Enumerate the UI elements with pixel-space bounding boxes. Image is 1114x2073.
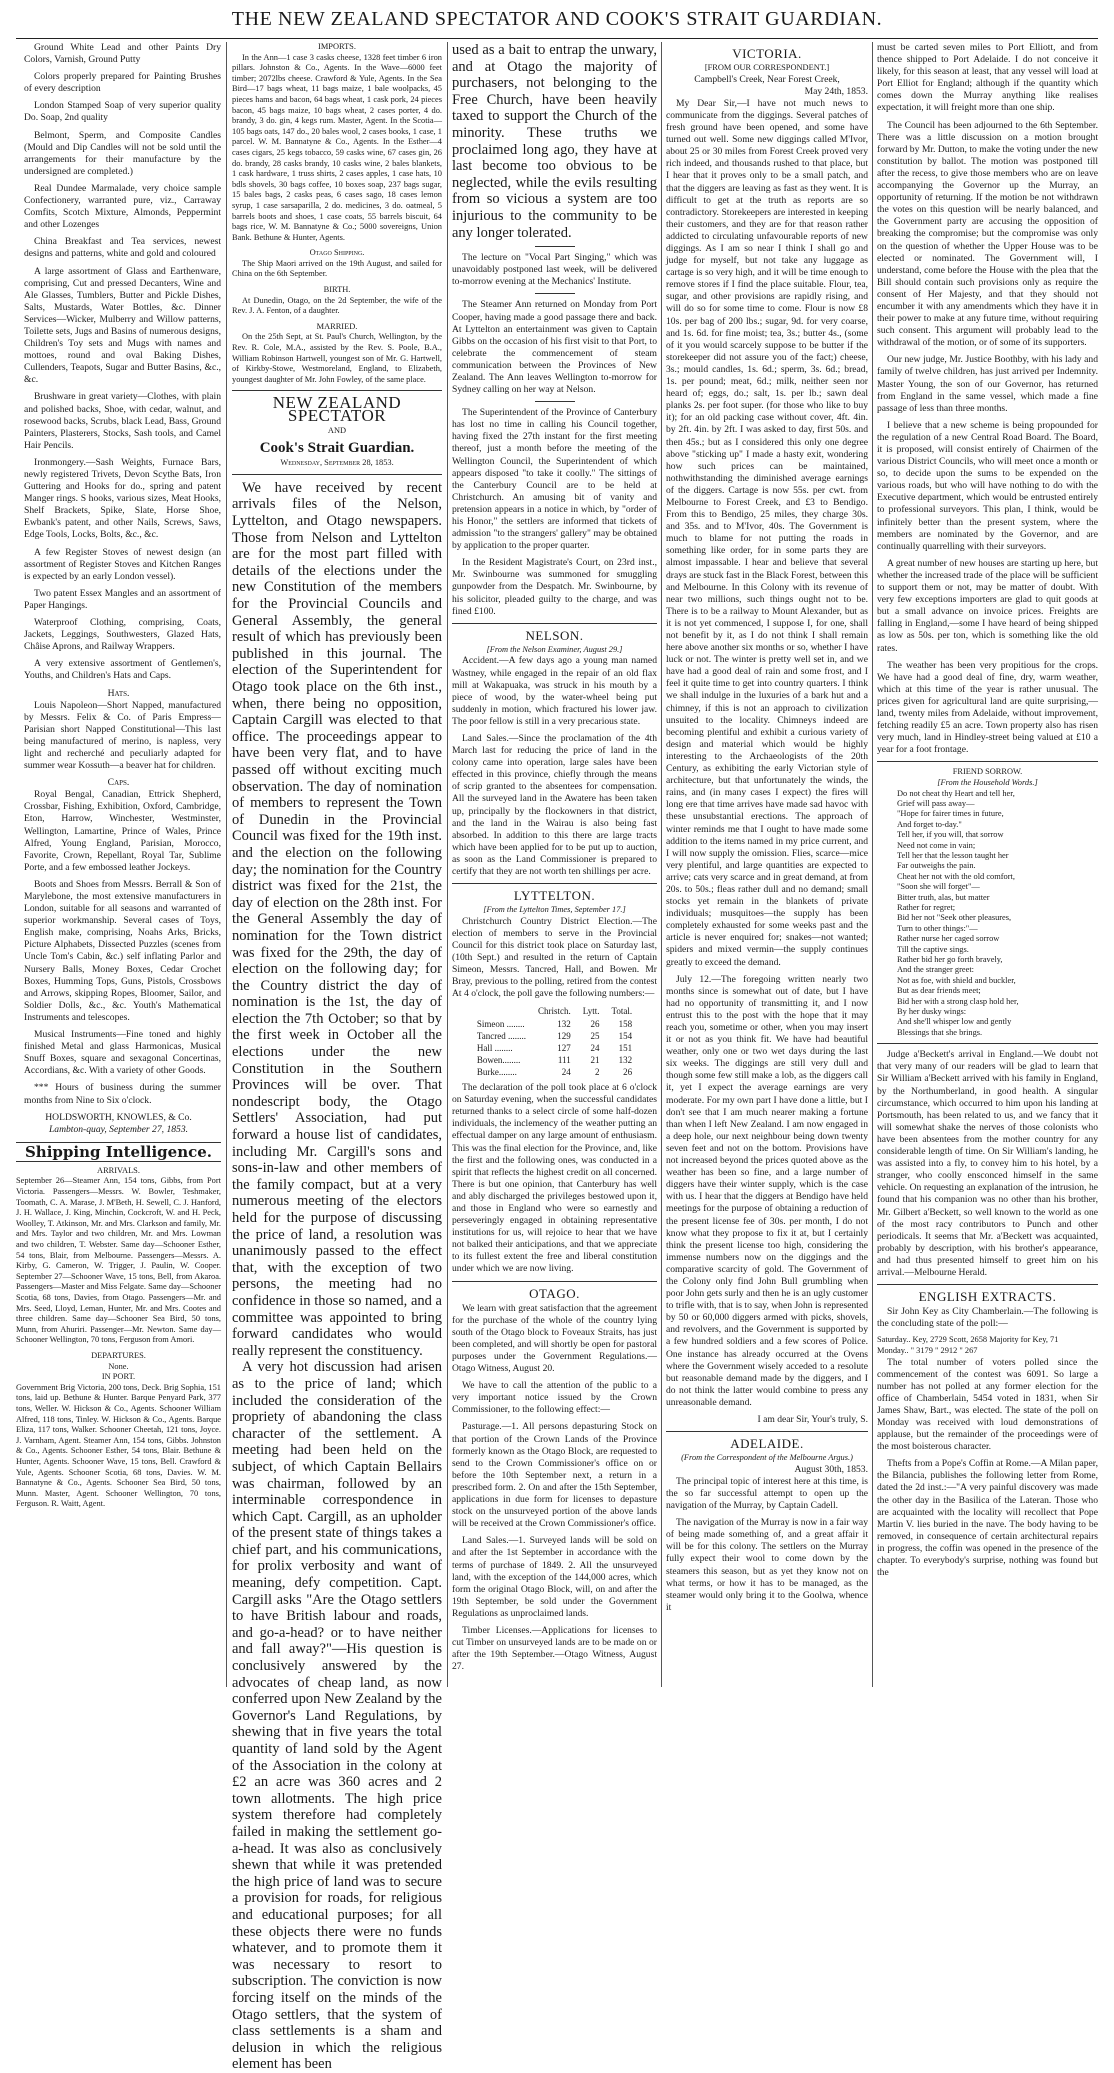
adelaide-paragraph: A great number of new houses are starting up here, but whether the increased trade of the place will be sufficient to support them or not, may be matter of doubt. With very few exceptions importers are glad to quit goods at but a small advance on invoice prices. Freights are falling in England,—some I have heard of being shipped as low as 50s. per ton, which is something like the old rates. — [877, 557, 1098, 654]
poll-cell: 132 — [557, 1018, 571, 1029]
poem-line: Till the captive sings. — [897, 944, 969, 954]
poll-line: Monday.. " 3179 " 2912 " 267 — [877, 1345, 978, 1355]
advertisement-item: A large assortment of Glass and Earthenware, comprising, Cut and pressed Decanters, Wine and Ale Glasses, Tumblers, Butter and Pickle Dishes, Salts, Mustards, Water Bottles, &c. Dinner Services—Wicker, Mulberry and Willow patterns, Toilette sets, Jugs and Basins of numerous designs, Children's Toy sets and Mugs with names and mottoes, round and oval Baking Dishes, Cullenders, Teapots, Sugar and Butter Basins, &c., &c. — [24, 265, 221, 386]
poem-line: Bid her with a strong clasp hold her, — [897, 996, 1019, 1006]
poem-line: Bid her not "Seek other pleasures, — [897, 913, 1012, 923]
nelson-heading: NELSON. — [525, 627, 584, 643]
poem-line: Rather bid her go forth bravely, — [897, 955, 1003, 965]
caps-list: Royal Bengal, Canadian, Ettrick Shepherd, Crossbar, Fishing, Exhibition, Oxford, Cambridge, Eton, Harrow, Winchester, Westminster, Wellington, Lamartine, Prince of Wales, Prince Alfred, Young England, Parisian, Morocco, Favorite, Crown, Repellant, Royal Tar, Sublime Porte, and a few embossed leather Jockeys. — [24, 789, 221, 873]
otago-paragraph: Pasturage.—1. All persons depasturing Stock on that portion of the Crown Lands of the Province formerly known as the Otago Block, are requested to send to the Crown Commissioner's office on or before the 10th September next, a return in a prescribed form. 2. On and after the 15th September, applications in due form for licenses to depasture stock on the unsurveyed portion of the above lands will be received at the Crown Commissioner's office. — [452, 1421, 657, 1530]
divider — [535, 293, 575, 294]
paper-title: NEW ZEALAND SPECTATOR — [272, 393, 402, 425]
poll-row — [471, 1054, 638, 1066]
victoria-heading: VICTORIA. — [732, 46, 802, 61]
adelaide-paragraph: I believe that a new scheme is being propounded for the regulation of a new Central Road Board. The Board, it is proposed, will consist entirely of Chairmen of the various District Councils, who will meet once a month or so, to decide upon the sums to be expended on the various roads, but who will have nothing to do with the Executive department, which would be entrusted entirely to professional surveyors. This plan, I think, would be infinitely better than the present system, where the members are nominated by the Governor, and are continually quarrelling with their surveyors. — [877, 419, 1098, 552]
poem-heading: FRIEND SORROW. — [952, 767, 1023, 777]
poll-cell: 127 — [557, 1042, 571, 1053]
columns — [16, 42, 1098, 2073]
poll-header-row — [471, 1005, 638, 1017]
poll-header: Lytt. — [582, 1006, 600, 1017]
in-port-heading: IN PORT. — [101, 1372, 136, 1382]
business-hours: *** Hours of business during the summer months from Nine to Six o'clock. — [24, 1082, 221, 1106]
divider — [232, 390, 442, 391]
poem-line: Tell her, if you will, that sorrow — [897, 830, 1004, 840]
poem-line: But as dear friends meet; — [897, 986, 981, 996]
poem-body — [877, 789, 1098, 1039]
poll-cell: 25 — [590, 1030, 600, 1041]
leading-article — [232, 480, 442, 2073]
leading-article-continued — [452, 42, 657, 241]
poem-line: "Hope for fairer times in future, — [897, 809, 1004, 819]
poll-cell: Bowen........ — [476, 1054, 521, 1065]
column-rule — [226, 42, 227, 1687]
adelaide-paragraph: The weather has been very propitious for the crops. We have had a good deal of fine, dry, warm weather, which at this time of the year is rather unusual. The prices given for agricultural land are quite surprising,—land, twenty miles from Adelaide, without improvement, fetching readily £5 an acre. Town property also has risen very much, land in Hindley-street being valued at £10 a year for a foot frontage. — [877, 659, 1098, 756]
poem-line: Bitter truth, alas, but matter — [897, 892, 990, 902]
advertisement-item: A very extensive assortment of Gentlemen's, Youths, and Children's Hats and Caps. — [24, 658, 221, 682]
column-1 — [16, 42, 221, 1687]
advertisement-item: Two patent Essex Mangles and an assortment of Paper Hangings. — [24, 587, 221, 611]
divider — [535, 401, 575, 402]
poem-line: And she'll whisper low and gently — [897, 1017, 1012, 1027]
poem-line: Blessings that she brings. — [897, 1027, 983, 1037]
musical-advertisement: Musical Instruments—Fine toned and highly finished Metal and glass Harmonicas, Musical Snuff Boxes, square and sexagonal Concertinas, Accordians, &c. With a variety of other Goods. — [24, 1029, 221, 1077]
boots-advertisement: Boots and Shoes from Messrs. Berrall & Son of Marylebone, the most extensive manufacturers in London, suitable for all seasons and warranted of superior workmanship. Several cases of Toys, English make, comprising, Noahs Arks, Bricks, Picture Alphabets, Dissected Puzzles (scenes from Uncle Tom's Cabin, &c.) self inflating Parlor and Nursery Balls, Money Boxes, Cedar Crochet Boxes, Humming Tops, Guns, Pistols, Crossbows and Arrows, skipping Ropes, Bloomer, Sailor, and Soldier Dolls, &c., &c. Youth's Mathematical Instruments and telescopes. — [24, 878, 221, 1023]
victoria-signature: I am dear Sir, Your's truly, S. — [757, 1414, 868, 1425]
nelson-source: [From the Nelson Examiner, August 29.] — [486, 644, 623, 654]
poll-cell: 132 — [618, 1054, 633, 1065]
poll-cell: 154 — [618, 1030, 633, 1041]
birth-heading: BIRTH. — [323, 285, 351, 295]
poll-cell: 26 — [623, 1066, 633, 1077]
divider — [877, 761, 1098, 762]
adelaide-paragraph: Our new judge, Mr. Justice Boothby, with his lady and family of twelve children, has just arrived per Indemnity. Master Young, the son of our Governor, has returned from England in the same vessel, which made a fine passage of less than three months. — [877, 354, 1098, 414]
news-paragraph: The Steamer Ann returned on Monday from Port Cooper, having made a good passage there and back. At Lyttelton an entertainment was given to Captain Gibbs on the occasion of his first visit to that Port, to celebrate the commencement of steam communication between the Provinces of New Zealand. The Ann leaves Wellington to-morrow for Sydney calling on her way at Nelson. — [452, 299, 657, 396]
imports-text: In the Ann—1 case 3 casks cheese, 1328 feet timber 6 iron pillars. Johnston & Co., Agents. In the Wave—6000 feet timber; 2072lbs cheese. Crawford & Yule, Agents. In the Sea Bird—17 bags wheat, 11 bags maize, 1 bale woolpacks, 45 pieces hams and bacon, 64 bags wheat, 1 cask pork, 24 pieces bacon, 45 bags maize, 10 bags wheat, 2 cases porter, 4 do. brandy, 3 do. gin, 4 kegs rum. Master, Agent. In the Scotia—105 bags oats, 147 do., 20 bales wool, 2 cases books, 1 case, 1 parcel. W. M. Bannatyne & Co., Agents. In the Esther—4 cases cigars, 25 kegs tobacco, 59 casks wine, 67 cases gin, 26 do. brandy, 28 casks brandy, 10 casks wine, 2 bales blankets, 1 cask hardware, 1 truss shirts, 2 cases apples, 1 case hats, 10 bdls shovels, 30 bags coffee, 10 boxes soap, 237 bags sugar, 15 bales bags, 2 casks peas, 6 cases sago, 18 cases lemon syrup, 1 case sarsaparilla, 2 do. medicines, 3 do. oatmeal, 5 barrels boots and shoes, 1 case coats, 55 barrels biscuit, 64 bags rice, W. M. Bannatyne & Co.; 5000 sovereigns, Union Bank. Bethune & Hunter, Agents. — [232, 52, 442, 242]
hats-heading: Hats. — [107, 687, 130, 699]
advertisement-item: Belmont, Sperm, and Composite Candles (Mould and Dip Candles will not be sold until the arrangements for their manufacture by the undersigned are completed.) — [24, 129, 221, 177]
poll-cell: 129 — [557, 1030, 571, 1041]
adelaide-paragraph: The principal topic of interest here at this time, is the so far successful attempt to open up the navigation of the Murray, by Captain Cadell. — [666, 1475, 868, 1512]
poll-cell: Burke........ — [476, 1066, 517, 1077]
adelaide-paragraph: must be carted seven miles to Port Elliott, and from thence shipped to Port Adelaide. I do not conceive it likely, for this season at least, that any vessel will load at Port Elliot for England; although if the quantity which comes down the Murray anything like realises expectation, it will freight more than one ship. — [877, 42, 1098, 114]
poll-header: Christch. — [537, 1006, 571, 1017]
shipping-title: Shipping Intelligence. — [16, 1142, 221, 1162]
news-paragraph: In the Resident Magistrate's Court, on 23rd inst., Mr. Swinbourne was summoned for smuggling gunpowder from the Despatch. Mr. Swinbourne, by his solicitor, pleaded guilty to the charge, and was fined £100. — [452, 557, 657, 617]
english-paragraph: Sir John Key as City Chamberlain.—The following is the concluding state of the poll:— — [877, 1306, 1098, 1330]
divider — [877, 1043, 1098, 1044]
birth-notice: At Dunedin, Otago, on the 2d September, the wife of the Rev. J. A. Fenton, of a daughter. — [232, 295, 442, 316]
victoria-source: [FROM OUR CORRESPONDENT.] — [704, 63, 830, 73]
leader-paragraph: We have received by recent arrivals files of the Nelson, Lyttelton, and Otago newspapers. Those from Nelson and Lyttelton are for the most part filled with details of the elections under the new Constitution of the members for the Provincial Councils and General Assembly, the general result of which has previously been published in this journal. The election of the Superintendent for Otago took place on the 6th inst., when, there being no opposition, Captain Cargill was elected to that office. The proceedings appear to have been very flat, and to have passed off without exciting much observation. The day of nomination of members to represent the Town of Dunedin in the Provincial Council was fixed for the 19th inst. and the election on the following day; the nomination for the Country district was fixed for the 21st, the day of election on the 28th inst. For the General Assembly the day of nomination for the Town district was fixed for the 29th, the day of election on the following day; for the Country district the day of nomination is the 1st, the day of election the 7th October; so that by the first week in October all the elections under the new Constitution in the Southern Provinces will be over. That nondescript body, the Otago Settlers' Association, had put forward a house list of candidates, including Mr. Cargill's sons and sons-in-law and other members of the family compact, but at a very numerous meeting of the electors held for the purpose of discussing the price of land, a resolution was unanimously passed to the effect that, with the exception of two persons, the meeting had no confidence in those so named, and a committee was appointed to bring forward candidates who would really represent the constituency. — [232, 479, 442, 1359]
news-paragraph: The lecture on "Vocal Part Singing," which was unavoidably postponed last week, will be delivered to-morrow evening at the Mechanics' Institute. — [452, 252, 657, 288]
in-port-list: Government Brig Victoria, 200 tons, Deck. Brig Sophia, 151 tons, laid up. Bethune & Hunter. Barque Penyard Park, 377 tons, Weller. W. Hickson & Co., Agents. Schooner William Alfred, 118 tons, Tinley. W. Hickson & Co., Agents. Barque Eliza, 117 tons, Walker. Schooner Cheetah, 121 tons, Joyce. J. Varnham, Agent. Steamer Ann, 154 tons, Gibbs. Johnston & Co., Agents. Schooner Esther, 54 tons, Blair. Bethune & Hunter, Agents. Schooner Wave, 15 tons, Bell. Crawford & Yule, Agents. Schooner Scotia, 68 tons, Davies. W. M. Bannatyne & Co., Agents. Schooner Sea Bird, 50 tons, Munn. Master, Agent. Schooner Wellington, 70 tons, Ferguson. R. Waitt, Agent. — [16, 1382, 221, 1509]
advertisement-item: China Breakfast and Tea services, newest designs and patterns, white and gold and coloured — [24, 236, 221, 260]
divider — [452, 623, 657, 624]
lyttelton-paragraph: The declaration of the poll took place at 6 o'clock on Saturday evening, when the successful candidates returned thanks to a select circle of some half-dozen individuals, the inclemency of the weather putting an effectual damper on any large amount of enthusiasm. This was the final election for the Province, and, like the first and the following ones, was conducted in a spirit that reflects the highest credit on all concerned. There is but one opinion, that Canterbury has well and ably discharged the privileges bestowed upon it, and those in England who were so earnestly and perseveringly engaged in obtaining representative institutions for us, will rejoice to hear that we have not balked their anticipations, and that we appreciate to its fullest extent the free and liberal constitution under which we are now living. — [452, 1082, 657, 1275]
poll-cell: 111 — [557, 1054, 571, 1065]
poem-line: Need not come in vain; — [897, 840, 976, 850]
advertisement-item: Waterproof Clothing, comprising, Coats, Jackets, Leggings, Southwesters, Glazed Hats, Châise Aprons, and Railway Wrappers. — [24, 617, 221, 653]
victoria-paragraph: My Dear Sir,—I have not much news to communicate from the diggings. Several patches of fresh ground have been opened, and some have turned out well. Some new diggings called M'Ivor, about 25 or 30 miles from Forest Creek proved very rich indeed, and thousands rushed to that place, but I hear that it proves only to be a small patch, and that the diggers are leaving as fast as they went. It is difficult to get at the truth as reports are so contradictory. Storekeepers are interested in keeping their customers, and they are for that reason rather addicted to circulating unfavourable reports of new diggings. As I am so near I think I shall go and judge for myself, but not take any luggage as cartage is so very high, and it will be time enough to remove stores if I find the place suitable. Flour, tea, sugar, and other provisions are rapidly rising, and will do so for some time to come. Flour is now £8 10s. per bag of 200 lbs.; sugar, 9d. for very coarse, and 1s. 6d. for fine moist; tea, 3s.; butter 4s., (some of it you would scarcely suppose to be butter if the storekeeper did not assure you of the fact;) cheese, 3s.; mould candles, 1s. 6d.; sperm, 3s. 6d.; bread, 1s. per pound; meat, 6d.; milk, neither seen nor heard of; eggs, do.; salt, 1s. per lb.; sawn deal planks 2s. per foot super. (for those who like to buy it); for an old packing case without cover, 4ft. 4in. by 2ft. 4in. by 2ft. I was asked to day, first 50s. and then 45s.; but as I considered this only one degree above "sticking up" I made a hasty exit, wondering how such prices can be maintained, nothwithstanding the diminished average earnings of the diggers. Cartage is now 55s. per cwt. from Melbourne to Forest Creek, and £3 to Bendigo. From this to Bendigo, 25 miles, they charge 30s. and 35s. and to M'Ivor, 40s. The Government is much to blame for not putting the roads in something like order, for in some parts they are almost impassable. I hear and believe that several drays are stuck fast in the Black Forest, between this and Melbourne. In this Colony with its revenue of near two millions, such things ought not to be. There is to be a railway to Mount Alexander, but as it is not yet commenced, I suppose I, for one, shall not benefit by it, as I do not think I shall remain here above another six months or so, whether I have luck or not. The winter is pretty well set in, and we have had a good deal of rain and some frost, and I feel it quite time to get into country quarters. I think we shall indulge in the luxuries of a bark hut and a chimney, if this is not an approach to civilization unsuited to the locality. Chimneys indeed are becoming plentiful and exhibit a curious variety of design and material which would be highly interesting to the Archaeologists of the 20th Century, as exhibiting the early Victorian style of architecture, but that unfortunately the winds, the rains, and (in many cases I expect) the fires will long ere that time arrives have made sad havoc with these unsubstantial erections. The approach of winter reminds me that I ought to have made some addition to the items named in my price current, and I will now supply the omission. Flies, scarce—mice very plentiful, and large quantities are expected to arrive; cats very scarce and in great demand, at from 20s. to 50s.; fleas rather dull and no demand; small stocks yet remain in the blankets of private individuals; musquitoes—the supply has been completely exhausted for some weeks past and the article is never enquired for; snakes—not wanted; spiders and mixed vermin—the supply continues greatly to exceed the demand. — [666, 97, 868, 968]
victoria-date: May 24th, 1853. — [804, 85, 868, 97]
advertisement-list — [16, 42, 221, 683]
poem-line: And the stranger greet: — [897, 965, 974, 975]
poem-line: Rather nurse her caged sorrow — [897, 934, 1000, 944]
otago-heading: OTAGO. — [529, 1285, 580, 1301]
column-rule — [872, 42, 873, 1687]
paper-subtitle: Cook's Strait Guardian. — [259, 440, 415, 457]
adelaide-source: (From the Correspondent of the Melbourne Argus.) — [681, 1453, 853, 1463]
poem-line: Not as foe, with shield and buckler, — [897, 975, 1016, 985]
leader-paragraph: A very hot discussion had arisen as to the price of land; which included the consideration of the propriety of abandoning the class character of the settlement. A meeting had been held on the subject, of which Captain Bellairs was chairman, followed by an interminable correspondence in which Capt. Cargill, as an upholder of the present state of things takes a chief part, and his communications, for prolix verbosity and want of meaning, defy competition. Capt. Cargill asks "Are the Otago settlers to have British labour and roads, and go-a-head? or to have neither and fall away?"—His question is conclusively answered by the advocates of cheap land, as now conferred upon New Zealand by the Governor's Land Regulations, by shewing that in five years the total quantity of land sold by the Agent of the Association in the colony at £2 an acre was 360 acres and 2 town allotments. The high price system therefore had completely failed in making the settlement go-a-head. It was also as conclusively shewn that while it was pretended the high price of land was to secure a provision for roads, for religious and educational purposes; for all these objects there were no funds whatever, and to promote them it was necessary to resort to subscription. The conviction is now forcing itself on the minds of the Otago settlers, that the system of class settlements is a sham and delusion in which the religious element has been — [232, 1359, 442, 2073]
nelson-paragraph: Land Sales.—Since the proclamation of the 4th March last for reducing the price of land in the colony came into operation, large sales have been effected in this province, chiefly through the means of scrip granted to the absentees for compensation. All the surveyed land in the Awatere has been taken up, principally by the flockowners in that district, and the land in the Wairau is also being fast absorbed. In addition to this there are large tracts which have been applied for to be put up to auction, as soon as the Land Commissioner is prepared to certify that they are not worth ten shillings per acre. — [452, 733, 657, 878]
advertisement-item: Colors properly prepared for Painting Brushes of every description — [24, 71, 221, 95]
column-3 — [452, 42, 657, 1687]
poll-cell: Simeon ........ — [476, 1018, 525, 1029]
divider — [666, 1431, 868, 1432]
advertisement-item: Brushware in great variety—Clothes, with plain and polished backs, Shoe, with cedar, walnut, and rosewood backs, Scrubs, black Lead, Bass, Ground Painters, Plasterers, Stocks, Sash tools, and Camel Hair Pencils. — [24, 391, 221, 451]
poem-line: "Soon she will forget"— — [897, 882, 980, 892]
divider — [452, 883, 657, 884]
arrivals-heading: ARRIVALS. — [97, 1165, 140, 1175]
poll-row — [471, 1030, 638, 1042]
poll-cell: 21 — [590, 1054, 600, 1065]
lyttelton-paragraph: Christchurch Country District Election.—The election of members to serve in the Provincial Council for this district took place on Saturday last, (10th Sept.) and resulted in the return of Captain Simeon, Messrs. Tancred, Hall, and Bowen. Mr Bray, previous to the polling, retired from the contest At 4 o'clock, the poll gave the following numbers:— — [452, 915, 657, 1000]
column-5 — [877, 42, 1098, 1687]
poem-source: [From the Household Words.] — [937, 777, 1038, 787]
poll-header: Total. — [611, 1006, 633, 1017]
column-2 — [232, 42, 442, 2073]
poll-row — [471, 1018, 638, 1030]
divider — [232, 474, 442, 475]
advertiser-signature: HOLDSWORTH, KNOWLES, & Co. — [45, 1111, 192, 1123]
divider — [877, 1284, 1098, 1285]
poem-line: Cheat her not with the old comfort, — [897, 871, 1015, 881]
poem-line: By her dusky wings: — [897, 1007, 967, 1017]
news-paragraph: The Superintendent of the Province of Canterbury has lost no time in calling his Council together, having fixed the 27th instant for the first meeting thereof, just a month before the meeting of the Wellington Council, the Superintendent of which appears disposed "to take it coolly." The sittings of the Canterbury Council are to be held at Christchurch. An amusing bit of vanity and pretension appears in a notice in which, by "order of his Honor," the settlers are informed that tickets of admission "to the strangers' gallery" may be obtained by application to the proper quarter. — [452, 407, 657, 552]
poem-line: Rather for regret; — [897, 903, 956, 912]
leader-paragraph: used as a bait to entrap the unwary, and at Otago the majority of purchasers, not belonging to the Free Church, have been heavily taxed to support the Church of the minority. These truths we proclaimed long ago, they have at last become too obvious to be neglected, while the evils resulting from so vicious a system are too injurious to the community to be any longer tolerated. — [452, 42, 657, 241]
poll-cell: 24 — [561, 1066, 571, 1077]
english-paragraph: Thefts from a Pope's Coffin at Rome.—A Milan paper, the Bilancia, publishes the following letter from Rome, dated the 2d inst.:—"A very painful discovery was made the other day in the Basilica of the Lateran. Those who are acquainted with the locality will recollect that Pope Martin V. lies buried in the nave. The body having to be removed, in consequence of certain architectural repairs in progress, the coffin was opened in the presence of the chapter. To everybody's surprise, nothing was found but the — [877, 1458, 1098, 1579]
lyttelton-heading: LYTTELTON. — [513, 888, 596, 904]
poem-line: And forget to-day." — [897, 819, 962, 829]
column-rule — [447, 42, 448, 1687]
adelaide-paragraph: The navigation of the Murray is now in a fair way of being made something of, and a great affair it will be for this colony. The settlers on the Murray fully expect their wool to come down by the steamers this season, but as yet they know not on what terms, or how it has to be managed, as the steamer would only bring it to the Goolwa, whence it — [666, 1517, 868, 1613]
poem-line: Do not cheat thy Heart and tell her, — [897, 788, 1015, 798]
poem-line: Tell her that the lesson taught her — [897, 850, 1009, 860]
otago-shipping-text: The Ship Maori arrived on the 19th August, and sailed for China on the 6th September. — [232, 258, 442, 279]
poll-cell: 24 — [590, 1042, 600, 1053]
caps-heading: Caps. — [107, 777, 130, 789]
poll-cell: 2 — [595, 1066, 600, 1077]
poll-cell: Tancred ........ — [476, 1030, 526, 1041]
otago-paragraph: We have to call the attention of the public to a very important notice issued by the Crown Commissioner, to the following effect:— — [452, 1380, 657, 1416]
departures-text: None. — [108, 1361, 129, 1371]
beckett-paragraph: Judge a'Beckett's arrival in England.—We doubt not that very many of our readers will be glad to learn that Sir William a'Beckett arrived with his family in England, by the Northumberland, in good health. A singular circumstance, which occurred to him upon his landing at Portsmouth, has been related to us, and we fancy that it will somewhat shake the nerves of those colonists who have been absentees from the mother country for any considerable length of time. On Sir William's landing, he was assisted into a fly, to convey him to his hotel, by a stranger, who coolly ensconced himself in the same vehicle. On requesting an explanation of the intrusion, he found that his companion was no other than his brother, Mr. Gilbert a'Beckett, so well known to the world as one of the most racy contributors to Punch and other periodicals. It seems that Mr. a'Beckett was acquainted, probably by description, with his brother's appearance, and had thus presented himself to greet him on his arrival.—Melbourne Herald. — [877, 1049, 1098, 1278]
divider — [535, 246, 575, 247]
advertisement-item: Real Dundee Marmalade, very choice sample Confectionery, warranted pure, viz., Carraway Comfits, Scotch Mixture, Almonds, Peppermint and other Lozenges — [24, 182, 221, 231]
arrivals-list: September 26—Steamer Ann, 154 tons, Gibbs, from Port Victoria. Passengers—Messrs. W. Bowler, Teshmaker, Toomath, C. A. Marase, J. M'Beth, H. Sewell, C. J. Hanford, J. H. Wallace, J. King, Minchin, Cockcroft, W. and H. Peck, Woolley, T. Atkinson, Mr. and Mrs. Clarkson and family, Mr. and Mrs. Taylor and two children, Mr. and Mrs. Lowman and two children, T. Webster. Same day—Schooner Esther, 54 tons, Blair, from Melbourne. Passengers—Messrs. A. Kirby, G. Cameron, W. Trigger, J. Paulin, W. Cooper. September 27—Schooner Wave, 15 tons, Bell, from Akaroa. Passengers—Master and Miss Felgate. Same day—Schooner Scotia, 68 tons, Davies, from Otago. Passengers—Mr. and Mrs. Seed, Lloyd, Leman, Hunter, Mr. and Mrs. Cootes and three children. Same day—Schooner Sea Bird, 50 tons, Munn, from Ahuriri. Passenger—Mr. Newton. Same day—Schooner Wellington, 70 tons, Ferguson from Amori. — [16, 1176, 221, 1345]
poll-row — [471, 1042, 638, 1054]
adelaide-heading: ADELAIDE. — [730, 1436, 804, 1452]
poll-table — [471, 1005, 638, 1078]
masthead: THE NEW ZEALAND SPECTATOR AND COOK'S STRAIT GUARDIAN. — [16, 0, 1098, 39]
advertisement-item: Ground White Lead and other Paints Dry Colors, Varnish, Ground Putty — [24, 42, 221, 66]
poll-cell: 158 — [618, 1018, 633, 1029]
advertisement-item: Ironmongery.—Sash Weights, Furnace Bars, newly registered Trivets, Devon Scythe Bats, Iron Guttering and Hooks for do., spring and patent Manger rings. S hooks, various sizes, Meat Hooks, Shelf Brackets, Spike, Slate, Horse Shoe, Ewbank's patent, and other Nails, Screws, Saws, Edge Tools, Locks, Bolts, &c., &c. — [24, 456, 221, 541]
adelaide-date: August 30th, 1853. — [794, 1463, 868, 1475]
otago-paragraph: We learn with great satisfaction that the agreement for the purchase of the whole of the country lying south of the Otago block to Foveaux Straits, has just been completed, and will shortly be open for pastoral purposes under the Government Regulations.—Otago Witness, August 20. — [452, 1302, 657, 1375]
lyttelton-source: [From the Lyttelton Times, September 17.] — [483, 905, 626, 915]
hats-list: Louis Napoleon—Short Napped, manufactured by Messrs. Felix & Co. of Paris Empress—Parisian short Napped Constitutional—This last being manufactured of merino, is napless, very light and recherché and peculiarly adapted for summer wear Kossuth—a beaver hat for children. — [24, 699, 221, 772]
departures-heading: DEPARTURES. — [91, 1350, 146, 1360]
otago-shipping-heading: Otago Shipping. — [309, 248, 365, 258]
poll-header — [471, 1005, 532, 1017]
english-paragraph: The total number of voters polled since the commencement of the contest was 6091. So large a number has not polled at any former election for the office of Chamberlain, 5454 voted in 1831, when Sir James Shaw, Bart., was elected. The state of the poll on Monday was received with loud demonstrations of applause, but the remainder of the proceedings were of the most boisterous character. — [877, 1356, 1098, 1453]
english-extracts-heading: ENGLISH EXTRACTS. — [918, 1289, 1057, 1305]
advertisement-item: London Stamped Soap of very superior quality Do. Soap, 2nd quality — [24, 100, 221, 124]
poem-line: Grief will pass away— — [897, 798, 975, 808]
nelson-paragraph: Accident.—A few days ago a young man named Wastney, while engaged in the repair of an old flax mill at Wakapuaka, was struck in his mouth by a piece of wood, by the water-wheel being put suddenly in motion, which fractured his lower jaw. The poor fellow is still in a very precarious state. — [452, 655, 657, 727]
otago-paragraph: Timber Licenses.—Applications for licenses to cut Timber on unsurveyed lands are to be made on or after the 19th September.—Otago Witness, August 27. — [452, 1624, 657, 1673]
victoria-place: Campbell's Creek, Near Forest Creek, — [694, 73, 840, 85]
poll-cell: 26 — [590, 1018, 600, 1029]
poll-cell: Hall ........ — [476, 1042, 513, 1053]
advertiser-date: Lambton-quay, September 27, 1853. — [48, 1123, 189, 1135]
paper-title-and: AND — [327, 425, 347, 435]
married-heading: MARRIED. — [316, 321, 358, 331]
poll-cell: 151 — [618, 1042, 633, 1053]
poll-row — [471, 1066, 638, 1078]
issue-date: Wednesday, September 28, 1853. — [280, 458, 394, 468]
advertisement-item: A few Register Stoves of newest design (an assortment of Register Stoves and Kitchen Ranges is expected by an early London vessel). — [24, 546, 221, 582]
column-rule — [661, 42, 662, 1687]
otago-paragraph: Land Sales.—1. Surveyed lands will be sold on and after the 1st September in accordance with the terms of purchase of 1849. 2. All the unsurveyed land, with the exception of the 144,000 acres, which form the original Otago Block, will, on and after the 19th September, be sold under the Government Regulations as unproclaimed lands. — [452, 1535, 657, 1619]
poem-line: Far outweighs the pain. — [897, 861, 976, 871]
divider — [452, 1281, 657, 1282]
imports-heading: IMPORTS. — [318, 42, 356, 51]
poem-line: Turn to other things:"— — [897, 923, 978, 933]
victoria-paragraph: July 12.—The foregoing written nearly two months since is somewhat out of date, but I have had no opportunity of transmitting it, and I now entrust this to the post with the hope that it may reach you, sometime or other, when you may insert it or not as you think fit. We have had beautiful weather, only one or two wet days during the last six weeks. The diggings are still very dull and though some few still make a lob, as the diggers call it, yet I expect the average earnings are very moderate. For my own part I have done a little, but I don't see that I am much nearer making a fortune than when I left New Zealand. I am now engaged in a deep hole, our next neighbour being down twenty seven feet and not on the bottom. Provisions have not increased beyond the prices quoted above as the weather has been so fine, and a large number of diggers have their winter supply, which is the case with us. I hear that the diggers at Bendigo have held meetings for the purpose of obtaining a reduction of the present license fee of 30s. per month, I do not know what they propose to fix it at, but I certainly think the present license too high, considering the immense numbers now on the diggings and the comparative scarcity of gold. The Government of the Colony only find John Bull grumbling when poor John gets surly and then he is an ugly customer to trifle with, that is to say, when John is represented by 50 or 60,000 diggers armed with picks, shovels, and revolvers, and the Government is supported by a few hundred soldiers and a few scores of Police. One instance has already occurred at the Ovens where the Government wisely acceded to a resolute but reasonable demand made by the diggers, and I do not think the latter would combine to press any unreasonable demand. — [666, 973, 868, 1408]
married-notice: On the 25th Sept, at St. Paul's Church, Wellington, by the Rev. R. Cole, M.A., assisted by the Rev. S. Poole, B.A., William Robinson Hartwell, youngest son of Mr. G. Hartwell, of Kirkby-Stowe, Westmoreland, England, to Elizabeth, youngest daughter of Mr. John Fowley, of the same place. — [232, 332, 442, 384]
poll-line: Saturday.. Key, 2729 Scott, 2658 Majority for Key, 71 — [877, 1335, 1059, 1345]
column-4 — [666, 42, 868, 1687]
adelaide-paragraph: The Council has been adjourned to the 6th September. There was a little discussion on a motion brought forward by Mr. Dutton, to make the voting under the new constitution by ballot. The motion was postponed till after the recess, to give those members who are on leave accompanying the Governor up the Murray, an opportunity of returning. If the motion be not withdrawn the votes on this question will be nearly balanced, and the Government party are accusing the opposition of breaking the compromise; but the compromise was only on the question of whether the Upper House was to be elected or nominated. The Government will, I understand, come before the House with the plea that the Bill should contain such provisions only as require the consent of Her Majesty, and that they should not encumber it with any amendments which they have it in their power to make at any future time, without requiring such consent. This argument will probably lead to the withdrawal of the motion, or of some of its supporters. — [877, 119, 1098, 349]
